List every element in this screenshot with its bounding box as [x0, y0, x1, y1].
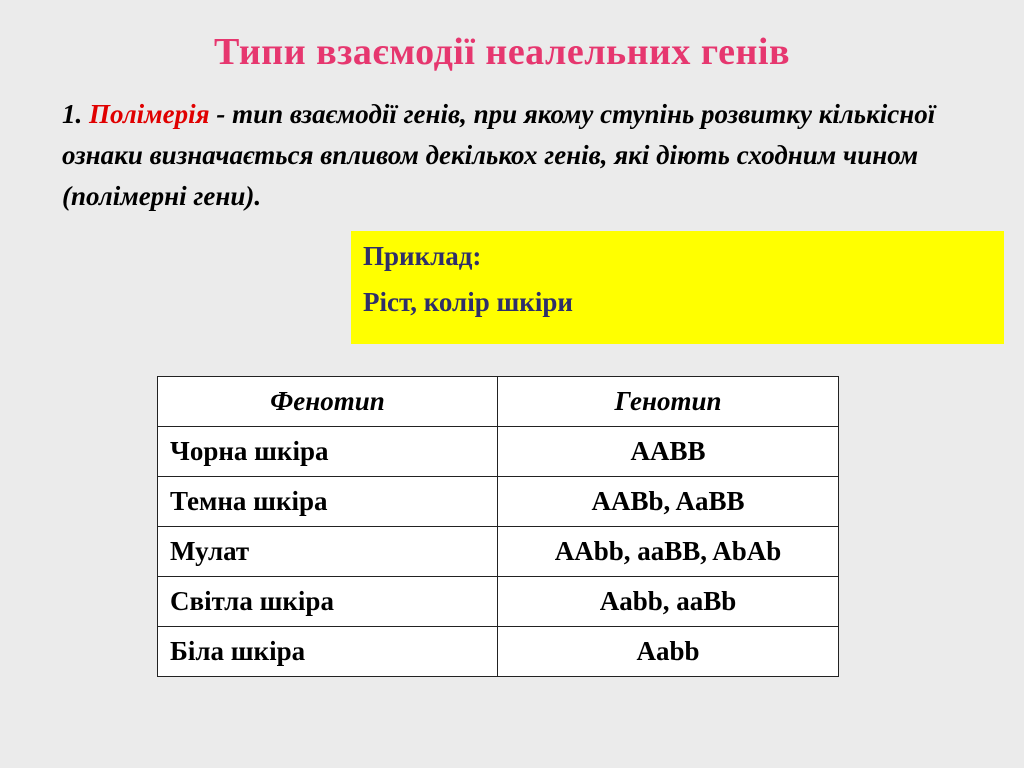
definition-text: - тип взаємодії генів, при якому ступінь розвитку кількісної ознаки визначається впливом декількох генів, які діють сходним чином (полімерні гени).	[62, 99, 936, 211]
table-row	[158, 577, 839, 627]
phenotype-cell: Темна шкіра	[158, 477, 498, 527]
definition-number: 1.	[62, 99, 83, 129]
phenotype-cell: Біла шкіра	[158, 627, 498, 677]
genotype-cell: AABb, AaBB	[498, 477, 839, 527]
example-box	[351, 231, 1004, 344]
genotype-cell: Aabb	[498, 627, 839, 677]
slide-title: Типи взаємодії неалельних генів	[214, 31, 790, 73]
table-header-row	[158, 377, 839, 427]
header-phenotype: Фенотип	[158, 377, 498, 427]
phenotype-cell: Світла шкіра	[158, 577, 498, 627]
table-row	[158, 427, 839, 477]
table-row	[158, 477, 839, 527]
phenotype-cell: Мулат	[158, 527, 498, 577]
definition-paragraph	[62, 94, 982, 217]
genotype-cell: Aabb, aaBb	[498, 577, 839, 627]
example-label: Приклад:	[363, 241, 482, 271]
header-genotype: Генотип	[498, 377, 839, 427]
phenotype-genotype-table	[157, 376, 839, 677]
genotype-cell: AAbb, aaBB, AbAb	[498, 527, 839, 577]
table-row	[158, 627, 839, 677]
definition-term: Полімерія	[89, 99, 210, 129]
table-row	[158, 527, 839, 577]
genotype-cell: AABB	[498, 427, 839, 477]
example-text: Ріст, колір шкіри	[363, 287, 573, 317]
phenotype-cell: Чорна шкіра	[158, 427, 498, 477]
